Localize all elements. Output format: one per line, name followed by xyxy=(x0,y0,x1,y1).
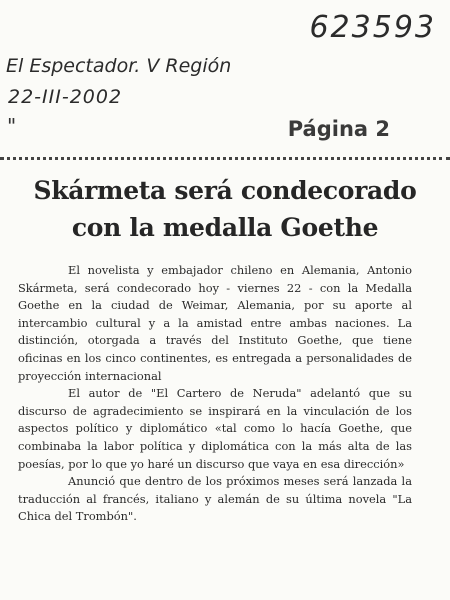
handwritten-source: El Espectador. V Región xyxy=(6,55,232,77)
article-paragraph: El autor de "El Cartero de Neruda" adelantó que su discurso de agradecimiento se inspirará en la vinculación de los aspectos político y diplomático «tal como lo hacía Goethe, que combinaba la labor política y diplomática con la más alta de las poesías, por lo que yo haré un discurso que vaya en esa dirección» xyxy=(18,386,412,471)
article-body xyxy=(18,262,412,526)
headline-line-2: con la medalla Goethe xyxy=(71,213,379,242)
page-number-label: Página 2 xyxy=(287,117,390,141)
handwritten-ditto-mark: " xyxy=(7,114,17,138)
handwritten-date: 22-III-2002 xyxy=(8,86,123,108)
article-paragraph: El novelista y embajador chileno en Alemania, Antonio Skármeta, será condecorado hoy - viernes 22 - con la Medalla Goethe en la ciudad de Weimar, Alemania, por su aporte al intercambio cultural y a la amistad entre ambas naciones. La distinción, otorgada a través del Instituto Goethe, que tiene oficinas en los cinco continentes, es entregada a personalidades de proyección internacional xyxy=(18,263,412,383)
handwritten-catalog-number: 623593 xyxy=(309,10,436,45)
headline xyxy=(0,172,450,246)
headline-line-1: Skármeta será condecorado xyxy=(33,176,417,205)
dotted-divider xyxy=(0,157,450,160)
article-paragraph: Anunció que dentro de los próximos meses será lanzada la traducción al francés, italiano y alemán de su última novela "La Chica del Trombón". xyxy=(18,474,412,524)
